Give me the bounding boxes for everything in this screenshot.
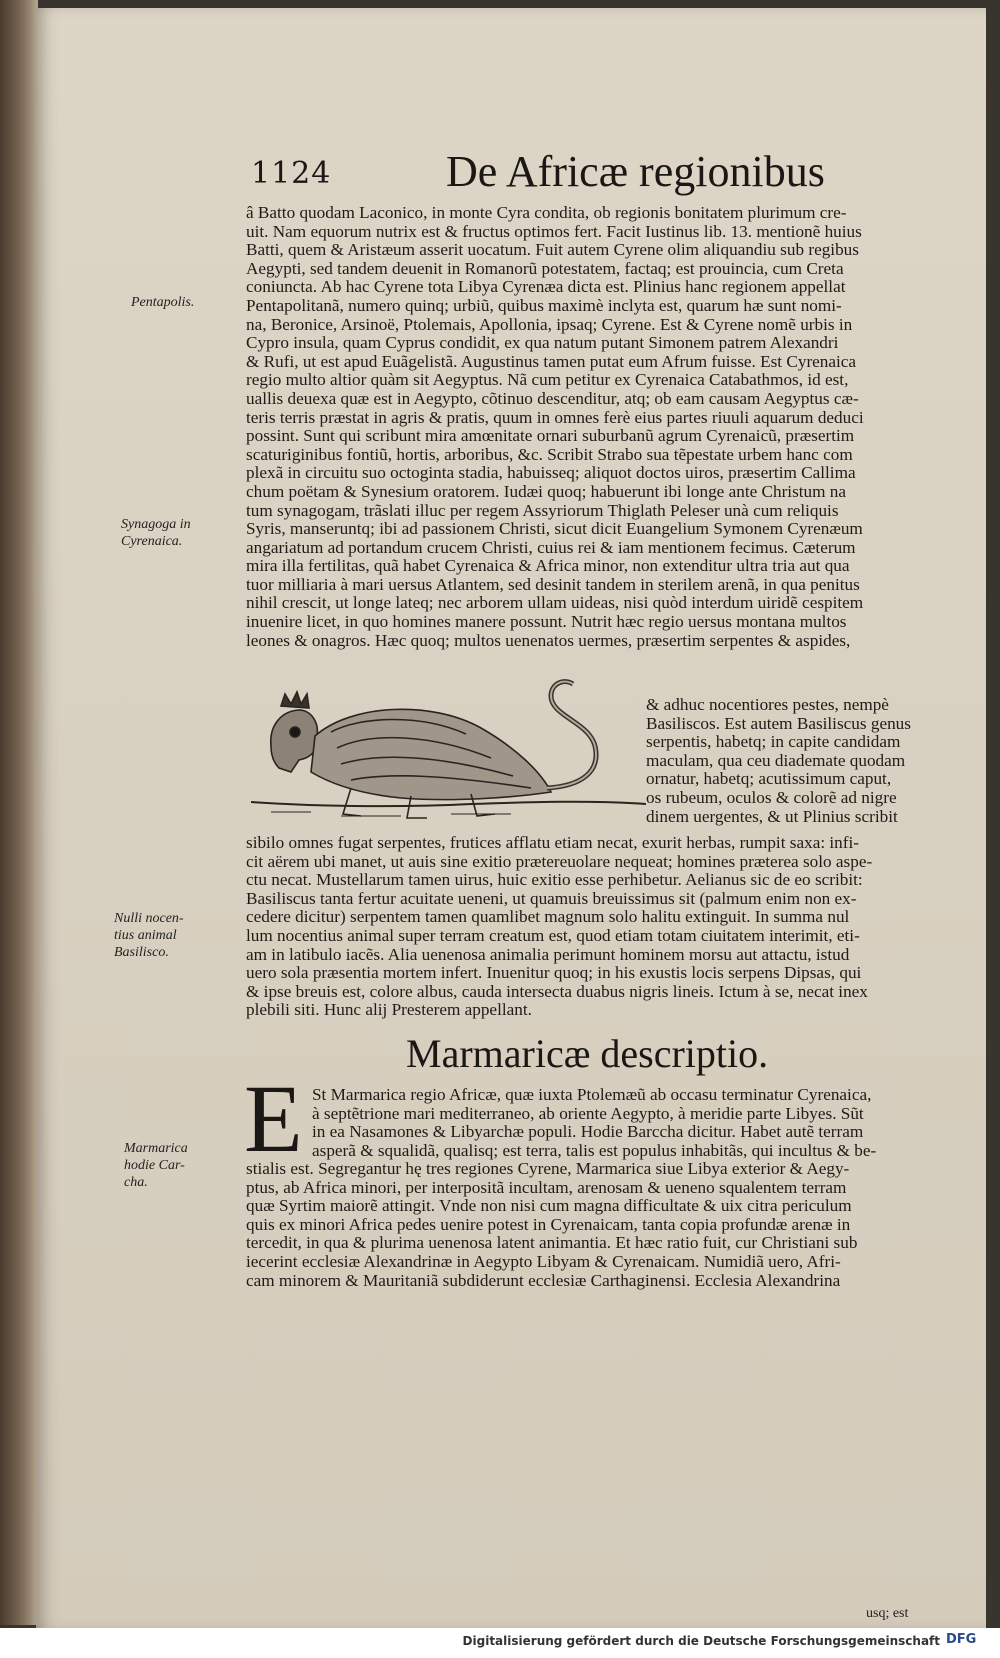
drop-cap: E: [244, 1065, 303, 1172]
section-body: stialis est. Segregantur hę tres regiones Cyrene, Marmarica siue Libya exterior & Aegy- ptus, ab Africa minori, per interpositã incultam, arenosam & ueneno squalentem terram quæ Syrtim maiorẽ attingit. Vnde non nisi cum magna difficultate & uix citra periculum quis ex minori Africa pedes uenire potest in Cyrenaicam, tanta copia profundæ arenæ in tercedit, in qua & plurima uenenosa latent animantia. Et hæc ratio fuit, cur Christiani sub iecerint ecclesiæ Alexandrinæ in Aegypto Libyam & Cyrenaicam. Numidiã uero, Afri- cam minorem & Mauritaniã subdiderunt ecclesiæ Carthaginensi. Ecclesia Alexandrina: [246, 1160, 858, 1290]
margin-note-marmarica: Marmarica hodie Car- cha.: [124, 1141, 188, 1190]
section-title: Marmaricæ descriptio.: [406, 1031, 769, 1076]
margin-note-synagoga: Synagoga in Cyrenaica.: [121, 517, 191, 549]
running-title: De Africæ regionibus: [446, 147, 825, 196]
paragraph-cyrene: â Batto quodam Laconico, in monte Cyra condita, ob regionis bonitatem plurimum cre- uit. Nam equorum nutrix est & fructus optimos fert. Facit Iustinus lib. 13. mentionẽ huius Batti, quem & Aristæum asserit uocatum. Fuit autem Cyrene olim aliquandiu sub regibus Aegypti, sed tandem deuenit in Romanorũ potestatem, factaq; est prouincia, cum Creta coniuncta. Ab hac Cyrene tota Libya Cyrenæa dicta est. Plinius hanc regionem appellat Pentapolitanã, numero quinq; urbiũ, quibus maximè inclyta est, quarum hæ sunt nomi- na, Beronice, Arsinoë, Ptolemais, Apollonia, ipsaq; Cyrene. Est & Cyrene nomẽ urbis in Cypro insula, quam Cyprus condidit, ex qua natum putant Simonem patrem Alexandri & Rufi, ut est apud Euãgelistã. Augustinus tamen putat eum Afrum fuisse. Est Cyrenaica regio multo altior quàm sit Aegyptus. Nã cum petitur ex Cyrenaica Catabathmos, id est, uallis deuexa quæ est in Aegypto, cõtinuo descenditur, atq; ob eam causam Aegyptus cæ- teris terris præstat in agris & pratis, quum in omnes ferè eius partes riuuli aquarum deduci possint. Sunt qui scribunt mira amœnitate ornari suburbanũ agrum Cyrenaicũ, præsertim scaturiginibus fontiũ, hortis, arboribus, &c. Scribit Strabo sua tẽpestate urbem hanc com plexã in circuitu suo octoginta stadia, habuisseq; aliquot doctos uiros, præsertim Callima chum poëtam & Synesium oratorem. Iudæi quoq; habuerunt ibi longe ante Christum na tum synagogam, trãslati illuc per regem Assyriorum Thiglath Peleser unà cum reliquis Syris, manseruntq; ibi ad passionem Christi, sicut dicit Euangelium Symonem Cyrenæum angariatum ad portandum crucem Christi, cuius rei & iam mentionem fecimus. Cæterum mira illa fertilitas, quã habet Cyrenaica & Africa minor, non extenditur ultra tria aut qua tuor milliaria à mari uersus Atlantem, sed desinit tandem in sterilem arenã, in qua penitus nihil crescit, ut longe lateq; nec arborem ullam uideas, nisi quòd interdum uiridẽ cespitem inuenire licet, in quo homines manere possunt. Nutrit hæc regio uersus montana multos leones & onagros. Hæc quoq; multos uenenatos uermes, præsertim serpentes & aspides,: [246, 204, 864, 650]
margin-note-pentapolis: Pentapolis.: [131, 295, 195, 310]
margin-note-basilisco: Nulli nocen- tius animal Basilisco.: [114, 911, 184, 960]
book-page: [36, 8, 986, 1630]
dfg-logo-icon: DFG: [946, 1632, 977, 1647]
digitization-footer: [0, 1628, 1000, 1658]
catchword: usq; est: [866, 1606, 909, 1621]
footer-credit-text: Digitalisierung gefördert durch die Deutsche Forschungsgemeinschaft: [462, 1634, 940, 1648]
book-binding: [0, 0, 38, 1625]
paragraph-basilisk: sibilo omnes fugat serpentes, frutices afflatu etiam necat, exurit herbas, rumpit saxa: infi- cit aërem ubi manet, ut auis sine exitio prætereuolare nequeat; homines præterea solo aspe- ctu necat. Mustellarum tamen uirus, huic exitio esse perhibetur. Aelianus sic de eo scribit: Basiliscus tanta fertur acuitate ueneni, ut quamuis breuissimus sit (palmum enim non ex- cedere dicitur) serpentem tamen quamlibet magnum solo halitu extinguit. In summa nul lum nocentius animal super terram creatum est, quod etiam totam ciuitatem interimit, eti- am in latibulo iacẽs. Alia uenenosa animalia perimunt hominem morsu aut attactu, istud uero sola præsentia mortem infert. Inuenitur quoq; in his exustis locis serpens Dipsas, qui & ipse breuis est, colore albus, cauda intersecta duabus nigris lineis. Ictum à se, necat inex plebili siti. Hunc alij Presterem appellant.: [246, 834, 873, 1020]
section-body-top: St Marmarica regio Africæ, quæ iuxta Ptolemæũ ab occasu terminatur Cyrenaica, à septẽtrione mari mediterraneo, ab oriente Aegypto, à meridie parte Libyes. Sũt in ea Nasamones & Libyarchæ populi. Hodie Barccha dicitur. Habet autẽ terram asperã & squalidã, qualisq; est terra, talis est populus inhabitãs, qui incultus & be-: [312, 1086, 877, 1160]
paragraph-basilisk-side: & adhuc nocentiores pestes, nempè Basiliscos. Est autem Basiliscus genus serpentis, habetq; in capite candidam maculam, qua ceu diademate quodam ornatur, habetq; acutissimum caput, os rubeum, oculos & colorẽ ad nigre dinem uergentes, & ut Plinius scribit: [646, 696, 911, 826]
page-number: 1124: [251, 156, 332, 191]
basilisk-woodcut-illustration: [251, 676, 646, 826]
